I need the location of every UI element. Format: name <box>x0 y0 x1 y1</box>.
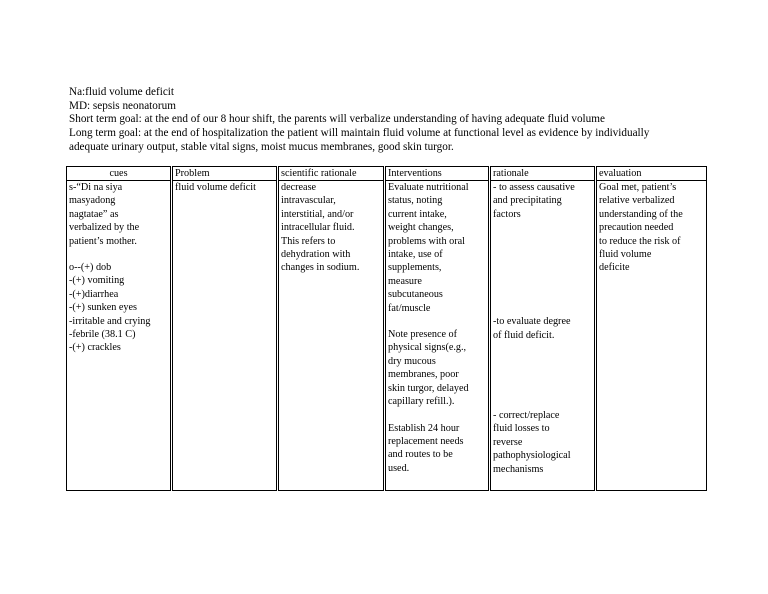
cues-cell <box>67 181 172 491</box>
scientific-rationale-text: decrease intravascular, interstitial, and/or intracellular fluid. This refers to dehydration with changes in sodium. <box>281 182 360 274</box>
column-header-scientific-rationale: scientific rationale <box>278 167 385 181</box>
long-term-goal-line-2: adequate urinary output, stable vital signs, moist mucus membranes, good skin turgor. <box>69 140 454 153</box>
rationale-item: - correct/replace fluid losses to reverse pathophysiological mechanisms <box>493 410 571 475</box>
objective-cues: o--(+) dob -(+) vomiting -(+)diarrhea -(+) sunken eyes -irritable and crying -febrile (38.1 C) -(+) crackles <box>69 262 151 354</box>
long-term-goal-line-1: Long term goal: at the end of hospitalization the patient will maintain fluid volume at functional level as evidence by individually <box>69 127 650 140</box>
column-header-cues: cues <box>67 167 172 181</box>
nursing-diagnosis: Na:fluid volume deficit <box>69 86 175 98</box>
intervention-item: Note presence of physical signs(e.g., dry mucous membranes, poor skin turgor, delayed capillary refill.). <box>388 329 469 408</box>
rationale-item: -to evaluate degree of fluid deficit. <box>493 316 571 341</box>
rationale-item: - to assess causative and precipitating factors <box>493 182 575 220</box>
rationale-cell <box>490 181 596 491</box>
scientific-rationale-cell <box>278 181 385 491</box>
evaluation-text: Goal met, patient’s relative verbalized understanding of the precaution needed to reduce the risk of fluid volume deficite <box>599 182 683 274</box>
problem-text: fluid volume deficit <box>175 182 256 193</box>
column-header-rationale: rationale <box>490 167 596 181</box>
column-header-interventions: Interventions <box>385 167 490 181</box>
intervention-item: Evaluate nutritional status, noting current intake, weight changes, problems with oral intake, use of supplements, measure subcutaneous fat/muscle <box>388 182 469 314</box>
interventions-cell <box>385 181 490 491</box>
problem-cell <box>172 181 278 491</box>
care-plan-header <box>69 86 709 155</box>
nursing-care-plan-table <box>66 166 707 491</box>
column-header-problem: Problem <box>172 167 278 181</box>
medical-diagnosis: MD: sepsis neonatorum <box>69 99 176 112</box>
table-row <box>67 181 707 491</box>
column-header-evaluation: evaluation <box>596 167 707 181</box>
table-header-row <box>67 167 707 181</box>
short-term-goal: Short term goal: at the end of our 8 hour shift, the parents will verbalize understanding of having adequate fluid volume <box>69 113 605 126</box>
evaluation-cell <box>596 181 707 491</box>
subjective-cue: s-“Di na siya masyadong nagtatae” as verbalized by the patient’s mother. <box>69 182 140 247</box>
intervention-item: Establish 24 hour replacement needs and routes to be used. <box>388 422 464 474</box>
